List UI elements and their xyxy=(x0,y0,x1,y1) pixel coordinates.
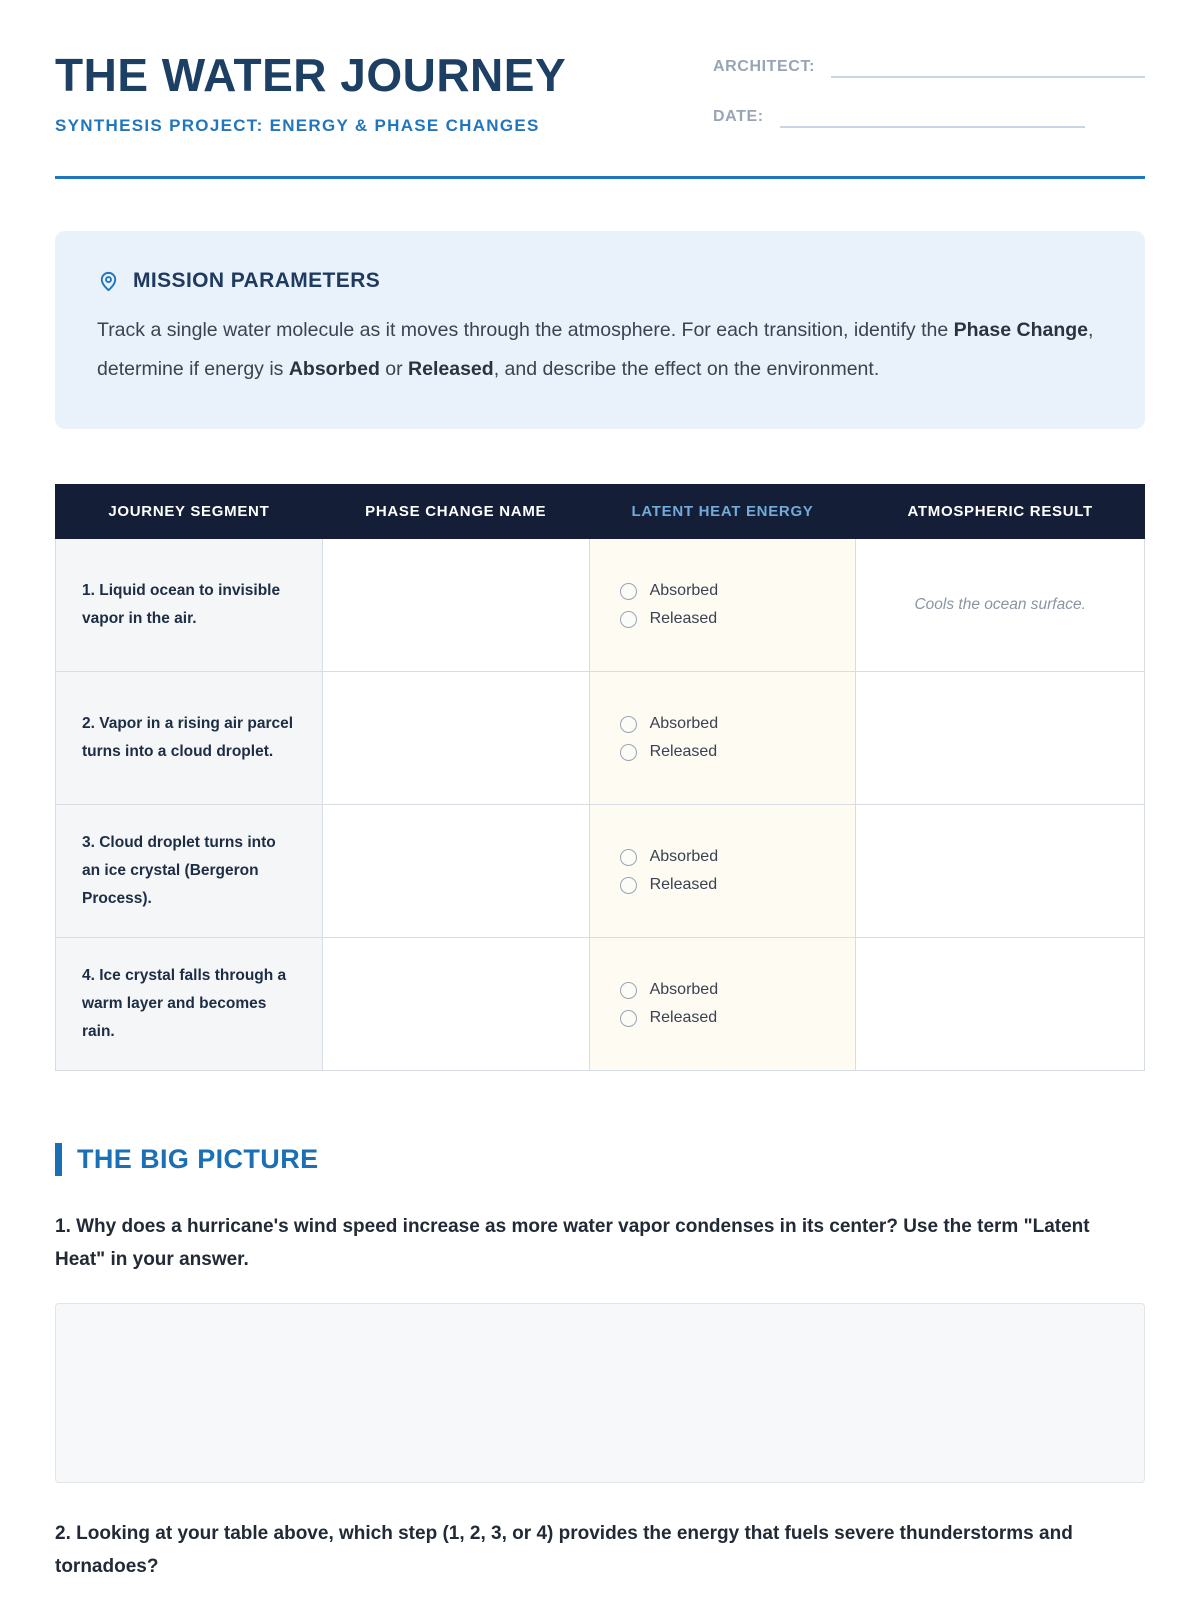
phase-change-name-cell[interactable] xyxy=(322,805,589,938)
absorbed-label: Absorbed xyxy=(649,715,719,732)
absorbed-option xyxy=(620,981,826,999)
mission-bold-phase-change: Phase Change xyxy=(953,319,1089,341)
question-1: 1. Why does a hurricane's wind speed increase as more water vapor condenses in its center? Use the term "Latent Heat" in your answer. xyxy=(55,1216,1090,1271)
latent-heat-cell xyxy=(589,805,856,938)
atmospheric-result-cell[interactable] xyxy=(856,805,1145,938)
journey-segment-cell: 3. Cloud droplet turns into an ice crystal (Bergeron Process). xyxy=(56,805,323,938)
released-label: Released xyxy=(649,876,718,893)
table-row xyxy=(56,672,1145,805)
journey-segment-cell: 2. Vapor in a rising air parcel turns into a cloud droplet. xyxy=(56,672,323,805)
date-label: DATE: xyxy=(713,108,764,125)
absorbed-label: Absorbed xyxy=(649,582,719,599)
latent-heat-cell xyxy=(589,672,856,805)
section-title: THE BIG PICTURE xyxy=(77,1144,319,1174)
phase-change-name-cell[interactable] xyxy=(322,672,589,805)
column-header-journey-segment: JOURNEY SEGMENT xyxy=(56,485,323,539)
column-header-latent-heat-energy: LATENT HEAT ENERGY xyxy=(589,485,856,539)
header-divider xyxy=(55,176,1145,179)
date-field-row xyxy=(713,108,1145,128)
section-accent-bar xyxy=(55,1143,62,1176)
table-row xyxy=(56,805,1145,938)
mission-title: MISSION PARAMETERS xyxy=(133,269,381,292)
released-radio[interactable] xyxy=(620,877,637,894)
mission-bold-released: Released xyxy=(408,358,494,380)
released-option xyxy=(620,876,826,894)
page-header xyxy=(55,48,1145,158)
mission-parameters-box xyxy=(55,231,1145,429)
table-row xyxy=(56,938,1145,1071)
mission-text-1: Track a single water molecule as it moves through the atmosphere. For each transition, identify the xyxy=(97,319,954,341)
absorbed-radio[interactable] xyxy=(620,716,637,733)
absorbed-option xyxy=(620,848,826,866)
architect-label: ARCHITECT: xyxy=(713,58,815,75)
released-radio[interactable] xyxy=(620,1010,637,1027)
released-label: Released xyxy=(649,743,718,760)
question-2: 2. Looking at your table above, which step (1, 2, 3, or 4) provides the energy that fuels severe thunderstorms and tornadoes? xyxy=(55,1522,1073,1577)
location-pin-icon xyxy=(97,270,120,293)
absorbed-radio[interactable] xyxy=(620,583,637,600)
journey-table xyxy=(55,484,1145,1071)
mission-text-4: , and describe the effect on the environment. xyxy=(493,358,880,380)
section-title-row xyxy=(55,1143,1145,1176)
absorbed-radio[interactable] xyxy=(620,982,637,999)
released-option xyxy=(620,743,826,761)
header-fields xyxy=(713,48,1145,158)
mission-bold-absorbed: Absorbed xyxy=(288,358,380,380)
question-1-answer-box[interactable] xyxy=(55,1303,1145,1483)
header-title-block xyxy=(55,48,566,136)
released-radio[interactable] xyxy=(620,744,637,761)
phase-change-name-cell[interactable] xyxy=(322,938,589,1071)
absorbed-radio[interactable] xyxy=(620,849,637,866)
released-label: Released xyxy=(649,1009,718,1026)
mission-body xyxy=(97,311,1103,389)
released-option xyxy=(620,610,826,628)
column-header-phase-change-name: PHASE CHANGE NAME xyxy=(322,485,589,539)
big-picture-section xyxy=(55,1143,1145,1583)
column-header-atmospheric-result: ATMOSPHERIC RESULT xyxy=(856,485,1145,539)
atmospheric-result-cell[interactable] xyxy=(856,672,1145,805)
mission-title-row xyxy=(97,269,1103,293)
table-row xyxy=(56,539,1145,672)
page-title: THE WATER JOURNEY xyxy=(55,49,567,101)
architect-input-line[interactable] xyxy=(831,58,1145,78)
date-input-line[interactable] xyxy=(780,108,1085,128)
latent-heat-cell xyxy=(589,539,856,672)
released-radio[interactable] xyxy=(620,611,637,628)
absorbed-label: Absorbed xyxy=(649,981,719,998)
mission-text-2: , determine if energy is xyxy=(97,319,1094,380)
phase-change-name-cell[interactable] xyxy=(322,539,589,672)
journey-segment-cell: 4. Ice crystal falls through a warm layer and becomes rain. xyxy=(56,938,323,1071)
latent-heat-cell xyxy=(589,938,856,1071)
table-header-row xyxy=(56,485,1145,539)
atmospheric-result-cell[interactable] xyxy=(856,938,1145,1071)
atmospheric-result-cell: Cools the ocean surface. xyxy=(856,539,1145,672)
mission-text-3: or xyxy=(379,358,409,380)
absorbed-label: Absorbed xyxy=(649,848,719,865)
released-label: Released xyxy=(649,610,718,627)
page-subtitle: SYNTHESIS PROJECT: ENERGY & PHASE CHANGES xyxy=(55,116,540,135)
architect-field-row xyxy=(713,58,1145,78)
absorbed-option xyxy=(620,715,826,733)
absorbed-option xyxy=(620,582,826,600)
journey-segment-cell: 1. Liquid ocean to invisible vapor in the air. xyxy=(56,539,323,672)
released-option xyxy=(620,1009,826,1027)
